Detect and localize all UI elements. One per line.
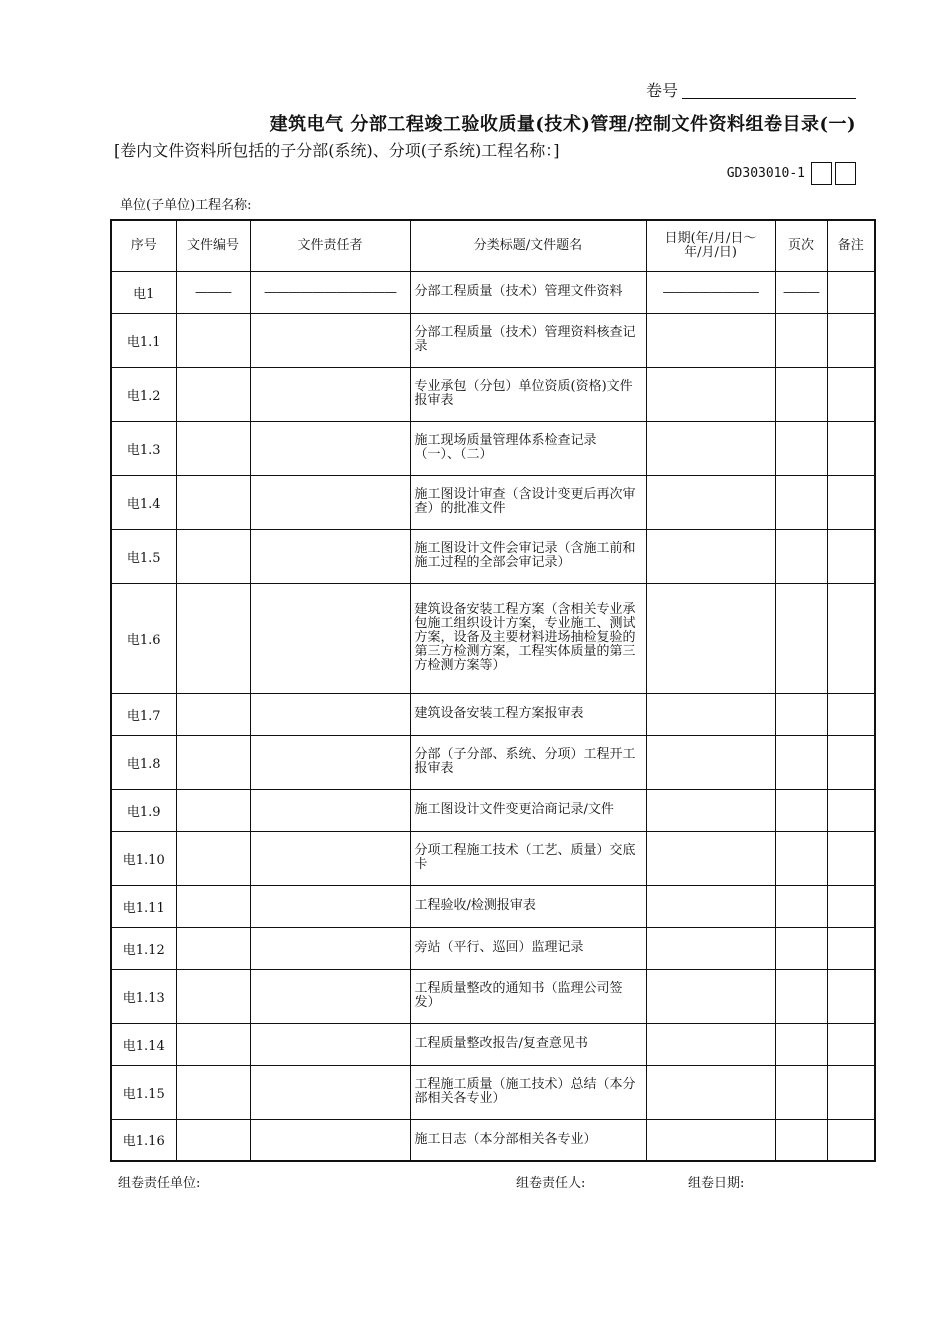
cell-date [646,367,775,421]
page-title: 建筑电气 分部工程竣工验收质量(技术)管理/控制文件资料组卷目录(一) [269,114,856,135]
cell-owner [250,529,410,583]
cell-date [646,693,775,735]
cell-file-number [176,1065,250,1119]
cell-serial: 电1.12 [111,927,176,969]
cell-pages [775,421,827,475]
code-box-1 [811,162,832,185]
cell-file-number [176,693,250,735]
cell-title: 工程质量整改报告/复查意见书 [410,1023,646,1065]
cell-date [646,885,775,927]
cell-title: 专业承包（分包）单位资质(资格)文件报审表 [410,367,646,421]
volume-label: 卷号 [646,81,679,100]
cell-pages [775,789,827,831]
cell-owner [250,735,410,789]
cell-title: 工程施工质量（施工技术）总结（本分部相关各专业） [410,1065,646,1119]
cell-pages: ——— [775,271,827,313]
cell-serial: 电1.5 [111,529,176,583]
header-pages: 页次 [775,220,827,271]
cell-title: 施工图设计文件会审记录（含施工前和施工过程的全部会审记录） [410,529,646,583]
cell-pages [775,693,827,735]
cell-serial: 电1.3 [111,421,176,475]
cell-serial: 电1.14 [111,1023,176,1065]
code-box-2 [835,162,856,185]
cell-file-number [176,789,250,831]
cell-file-number [176,313,250,367]
cell-pages [775,885,827,927]
cell-title: 施工日志（本分部相关各专业） [410,1119,646,1161]
page-subtitle: [卷内文件资料所包括的子分部(系统)、分项(子系统)工程名称：] [114,141,560,160]
cell-note [827,529,875,583]
table-row [111,789,875,831]
form-code-group [727,162,856,185]
cell-owner: ——————————— [250,271,410,313]
cell-serial: 电1.4 [111,475,176,529]
cell-pages [775,583,827,693]
cell-title: 分部工程质量（技术）管理资料核查记录 [410,313,646,367]
cell-serial: 电1.11 [111,885,176,927]
cell-serial: 电1.10 [111,831,176,885]
cell-pages [775,313,827,367]
cell-file-number [176,885,250,927]
table-header-row [111,220,875,271]
cell-date [646,1119,775,1161]
table-row [111,1023,875,1065]
table-row [111,885,875,927]
cell-note [827,1065,875,1119]
table-row [111,831,875,885]
footer-unit-label: 组卷责任单位: [118,1176,201,1191]
cell-note [827,969,875,1023]
cell-pages [775,927,827,969]
cell-note [827,693,875,735]
cell-owner [250,885,410,927]
cell-note [827,475,875,529]
unit-name-label: 单位(子单位)工程名称: [120,198,252,213]
cell-pages [775,831,827,885]
cell-owner [250,367,410,421]
cell-file-number [176,367,250,421]
cell-pages [775,1119,827,1161]
catalog-table [110,219,876,1162]
cell-file-number [176,583,250,693]
header-file-number: 文件编号 [176,220,250,271]
cell-note [827,271,875,313]
cell-serial: 电1.9 [111,789,176,831]
cell-date [646,475,775,529]
header-serial: 序号 [111,220,176,271]
cell-owner [250,693,410,735]
cell-serial: 电1.7 [111,693,176,735]
cell-note [827,789,875,831]
cell-date [646,583,775,693]
cell-serial: 电1.15 [111,1065,176,1119]
table-row [111,1119,875,1161]
cell-pages [775,735,827,789]
table-row [111,367,875,421]
table-row [111,693,875,735]
cell-note [827,831,875,885]
cell-date [646,1065,775,1119]
table-row [111,583,875,693]
cell-pages [775,969,827,1023]
table-row [111,475,875,529]
cell-serial: 电1.13 [111,969,176,1023]
cell-note [827,583,875,693]
cell-title: 工程质量整改的通知书（监理公司签发） [410,969,646,1023]
cell-pages [775,1065,827,1119]
table-row [111,969,875,1023]
cell-pages [775,529,827,583]
cell-title: 施工图设计文件变更洽商记录/文件 [410,789,646,831]
footer-person-label: 组卷责任人: [516,1176,586,1191]
cell-file-number [176,421,250,475]
cell-date [646,421,775,475]
cell-note [827,313,875,367]
cell-title: 建筑设备安装工程方案（含相关专业承包施工组织设计方案，专业施工、测试方案，设备及主要材料进场抽检复验的第三方检测方案，工程实体质量的第三方检测方案等） [410,583,646,693]
header-note: 备注 [827,220,875,271]
cell-date [646,789,775,831]
cell-owner [250,1119,410,1161]
table-row [111,735,875,789]
cell-file-number [176,1119,250,1161]
cell-file-number [176,1023,250,1065]
header-date: 日期(年/月/日～年/月/日) [646,220,775,271]
cell-file-number [176,735,250,789]
table-row [111,313,875,367]
form-code: GD303010-1 [726,166,805,181]
cell-serial: 电1.2 [111,367,176,421]
cell-owner [250,583,410,693]
cell-owner [250,1023,410,1065]
cell-title: 建筑设备安装工程方案报审表 [410,693,646,735]
volume-number-line [682,98,856,99]
cell-date: ———————— [646,271,775,313]
cell-owner [250,927,410,969]
cell-serial: 电1.8 [111,735,176,789]
cell-serial: 电1.1 [111,313,176,367]
cell-date [646,1023,775,1065]
cell-title: 施工现场质量管理体系检查记录（一）、（二） [410,421,646,475]
cell-note [827,885,875,927]
cell-serial: 电1 [111,271,176,313]
cell-date [646,927,775,969]
cell-title: 分项工程施工技术（工艺、质量）交底卡 [410,831,646,885]
cell-owner [250,969,410,1023]
cell-date [646,969,775,1023]
cell-file-number [176,927,250,969]
cell-title: 施工图设计审查（含设计变更后再次审查）的批准文件 [410,475,646,529]
cell-note [827,1023,875,1065]
table-row [111,421,875,475]
cell-date [646,529,775,583]
cell-date [646,313,775,367]
cell-file-number [176,831,250,885]
cell-note [827,421,875,475]
cell-note [827,927,875,969]
footer-date-label: 组卷日期: [688,1176,745,1191]
cell-note [827,367,875,421]
cell-owner [250,475,410,529]
cell-pages [775,475,827,529]
cell-pages [775,1023,827,1065]
cell-note [827,1119,875,1161]
table-row [111,529,875,583]
cell-file-number [176,969,250,1023]
cell-owner [250,421,410,475]
cell-title: 分部（子分部、系统、分项）工程开工报审表 [410,735,646,789]
cell-owner [250,789,410,831]
table-row [111,271,875,313]
cell-title: 旁站（平行、巡回）监理记录 [410,927,646,969]
cell-owner [250,831,410,885]
cell-pages [775,367,827,421]
cell-note [827,735,875,789]
cell-date [646,831,775,885]
cell-title: 工程验收/检测报审表 [410,885,646,927]
header-owner: 文件责任者 [250,220,410,271]
header-title: 分类标题/文件题名 [410,220,646,271]
cell-file-number [176,529,250,583]
cell-serial: 电1.16 [111,1119,176,1161]
cell-serial: 电1.6 [111,583,176,693]
cell-title: 分部工程质量（技术）管理文件资料 [410,271,646,313]
cell-file-number [176,475,250,529]
cell-date [646,735,775,789]
cell-owner [250,1065,410,1119]
table-row [111,1065,875,1119]
table-row [111,927,875,969]
cell-file-number: ——— [176,271,250,313]
cell-owner [250,313,410,367]
